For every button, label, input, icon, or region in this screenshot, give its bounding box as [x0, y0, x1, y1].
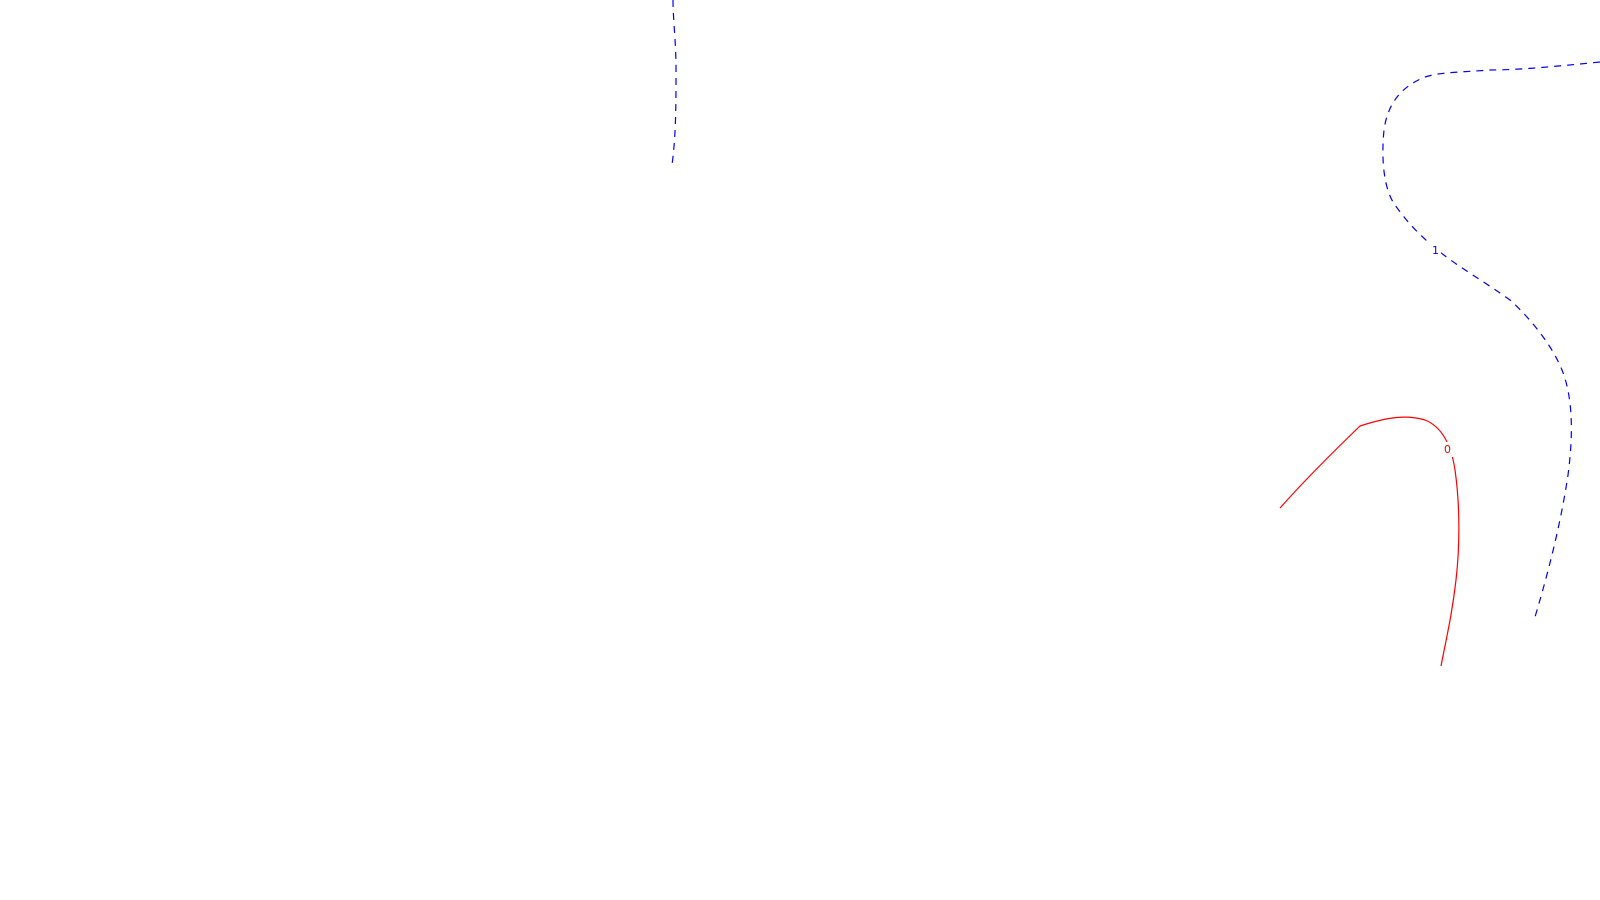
contour-label-1: 1	[1432, 244, 1439, 257]
contour-line-0	[1280, 417, 1459, 666]
contour-line-1-fragment-left	[672, 0, 676, 165]
contour-label-0: 0	[1444, 443, 1451, 456]
contour-line-1	[1383, 62, 1600, 617]
